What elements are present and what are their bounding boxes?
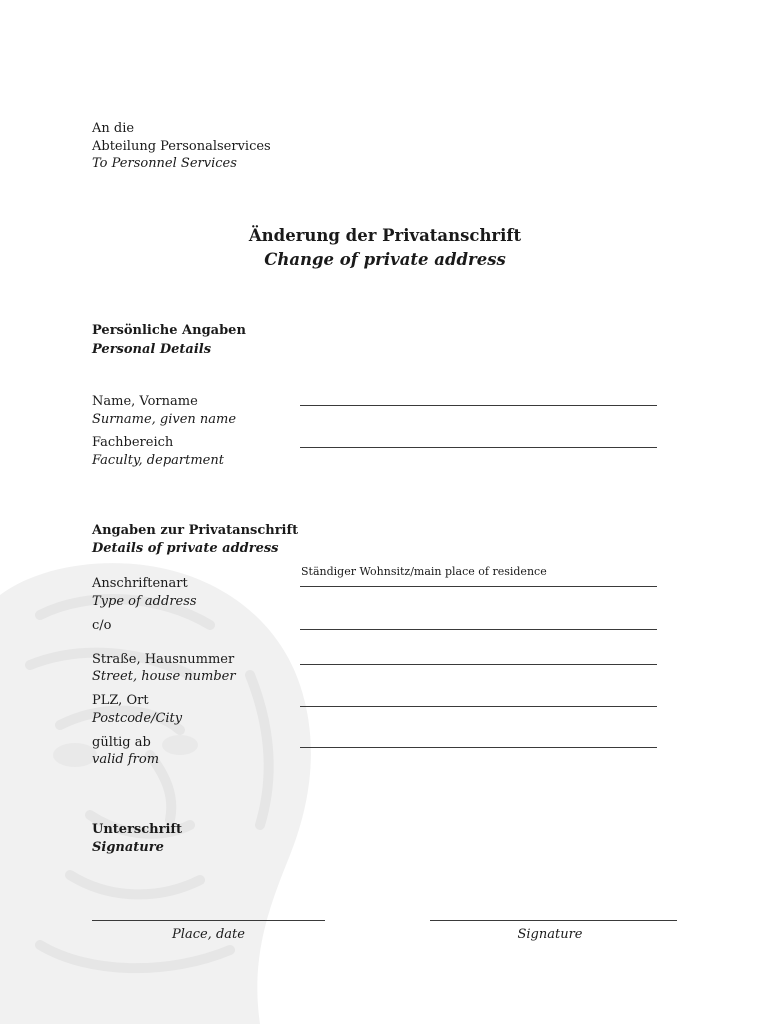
street-field[interactable]	[300, 664, 657, 665]
section-heading-personal-en: Personal Details	[92, 342, 212, 357]
name-label: Name, Vorname	[92, 394, 198, 409]
recipient-line-2: Abteilung Personalservices	[92, 139, 271, 154]
city-label-en: Postcode/City	[92, 711, 183, 726]
faculty-label-en: Faculty, department	[92, 453, 224, 468]
street-label: Straße, Hausnummer	[92, 652, 235, 667]
co-label: c/o	[92, 618, 112, 633]
address-type-label: Anschriftenart	[92, 576, 188, 591]
valid-from-label: gültig ab	[92, 735, 151, 750]
portrait-watermark	[0, 555, 330, 1024]
valid-from-label-en: valid from	[92, 752, 160, 767]
city-label: PLZ, Ort	[92, 693, 149, 708]
recipient-line-3: To Personnel Services	[92, 156, 237, 171]
street-label-en: Street, house number	[92, 669, 236, 684]
page-subtitle: Change of private address	[264, 250, 506, 269]
section-heading-address: Angaben zur Privatanschrift	[92, 523, 299, 538]
address-type-value: Ständiger Wohnsitz/main place of residence	[301, 565, 547, 578]
address-type-label-en: Type of address	[92, 594, 197, 609]
name-label-en: Surname, given name	[92, 412, 237, 427]
address-type-field[interactable]	[300, 586, 657, 587]
valid-from-field[interactable]	[300, 747, 657, 748]
section-heading-personal: Persönliche Angaben	[92, 323, 246, 338]
co-field[interactable]	[300, 629, 657, 630]
section-heading-signature-en: Signature	[92, 840, 164, 855]
recipient-line-1: An die	[92, 121, 135, 136]
faculty-field[interactable]	[300, 447, 657, 448]
signature-label: Signature	[517, 927, 583, 942]
place-date-label: Place, date	[172, 927, 245, 942]
place-date-field[interactable]	[92, 920, 325, 921]
section-heading-address-en: Details of private address	[92, 541, 279, 556]
faculty-label: Fachbereich	[92, 435, 174, 450]
signature-field[interactable]	[430, 920, 677, 921]
page-title: Änderung der Privatanschrift	[248, 226, 522, 245]
name-field[interactable]	[300, 405, 657, 406]
section-heading-signature: Unterschrift	[92, 822, 182, 837]
city-field[interactable]	[300, 706, 657, 707]
